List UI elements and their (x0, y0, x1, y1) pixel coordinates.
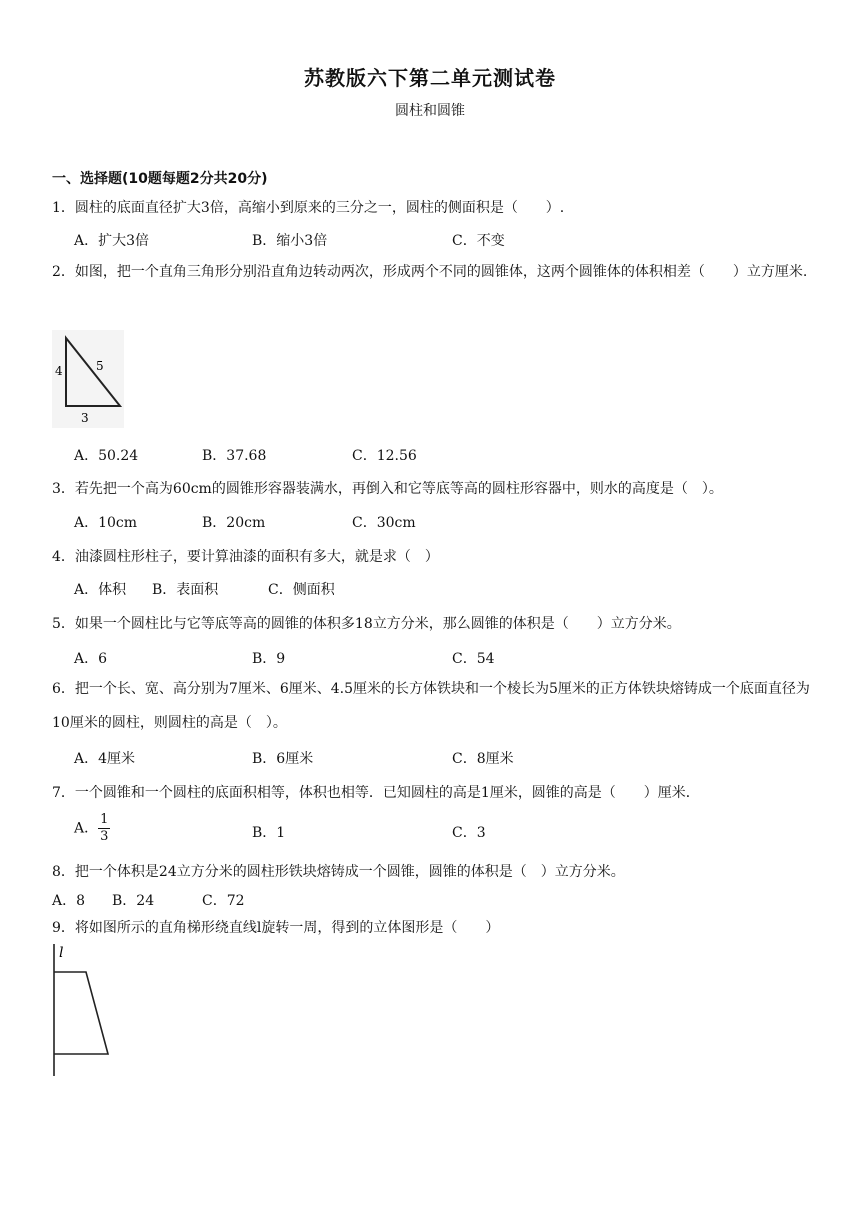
question-3-option-c: C．30cm (352, 515, 416, 531)
question-5-option-b: B．9 (252, 651, 286, 667)
page-title: 苏教版六下第二单元测试卷 (304, 66, 556, 90)
question-1-option-a: A．扩大3倍 (74, 233, 150, 249)
fraction-numerator: 1 (100, 812, 109, 827)
question-7-option-a (74, 812, 110, 845)
right-triangle-figure (52, 330, 124, 428)
question-5-option-c: C．54 (452, 651, 495, 667)
question-3-option-b: B．20cm (202, 515, 266, 531)
question-6-option-b: B．6厘米 (252, 751, 314, 767)
question-8-option-b: B．24 (112, 893, 155, 909)
question-6-stem: 6．把一个长、宽、高分别为7厘米、6厘米、4.5厘米的长方体铁块和一个棱长为5厘米的正方体铁块熔铸成一个底面直径为10厘米的圆柱，则圆柱的高是（ ）。 (52, 681, 810, 731)
question-8-option-c: C．72 (202, 893, 245, 909)
fraction-denominator: 3 (100, 829, 109, 844)
question-5-stem: 5．如果一个圆柱比与它等底等高的圆锥的体积多18立方分米，那么圆锥的体积是（ ）立方分米。 (52, 616, 681, 632)
rotation-axis-label: l (59, 945, 64, 961)
question-6-option-c: C．8厘米 (452, 751, 514, 767)
page-subtitle: 圆柱和圆锥 (395, 103, 465, 119)
question-5-option-a: A．6 (74, 651, 108, 667)
question-4-option-b: B．表面积 (152, 582, 219, 598)
question-4-stem: 4．油漆圆柱形柱子，要计算油漆的面积有多大，就是求（ ） (52, 549, 439, 565)
question-7-option-c: C．3 (452, 825, 486, 841)
question-1-stem: 1．圆柱的底面直径扩大3倍，高缩小到原来的三分之一，圆柱的侧面积是（ ）. (52, 200, 565, 216)
question-4-option-c: C．侧面积 (268, 582, 335, 598)
question-1-option-c: C．不变 (452, 233, 505, 249)
question-8-stem: 8．把一个体积是24立方分米的圆柱形铁块熔铸成一个圆锥，圆锥的体积是（ ）立方分米。 (52, 864, 625, 880)
question-3-stem: 3．若先把一个高为60cm的圆锥形容器装满水，再倒入和它等底等高的圆柱形容器中，则水的高度是（ ）。 (52, 481, 723, 497)
question-2-option-a: A．50.24 (74, 448, 139, 464)
one-third-fraction (98, 812, 110, 845)
question-2-option-b: B．37.68 (202, 448, 267, 464)
question-7-option-a-letter: A． (74, 820, 99, 837)
question-6-option-a: A．4厘米 (74, 751, 136, 767)
question-2-stem: 2．如图，把一个直角三角形分别沿直角边转动两次，形成两个不同的圆锥体，这两个圆锥体的体积相差（ ）立方厘米. (52, 264, 808, 280)
triangle-hypotenuse-label: 5 (96, 359, 104, 373)
triangle-side-bottom-label: 3 (81, 411, 89, 425)
question-3-option-a: A．10cm (74, 515, 138, 531)
question-1-option-b: B．缩小3倍 (252, 233, 328, 249)
question-4-option-a: A．体积 (74, 582, 127, 598)
section-heading: 一、选择题(10题每题2分共20分) (52, 171, 268, 187)
right-trapezoid-figure (46, 942, 116, 1082)
question-9-stem: 9．将如图所示的直角梯形绕直线l旋转一周，得到的立体图形是（ ） (52, 920, 500, 936)
question-7-option-b: B．1 (252, 825, 286, 841)
question-2-option-c: C．12.56 (352, 448, 417, 464)
question-7-stem: 7．一个圆锥和一个圆柱的底面积相等，体积也相等．已知圆柱的高是1厘米，圆锥的高是（ ）厘米． (52, 785, 700, 801)
question-8-option-a: A．8 (52, 893, 86, 909)
triangle-side-left-label: 4 (55, 364, 63, 378)
